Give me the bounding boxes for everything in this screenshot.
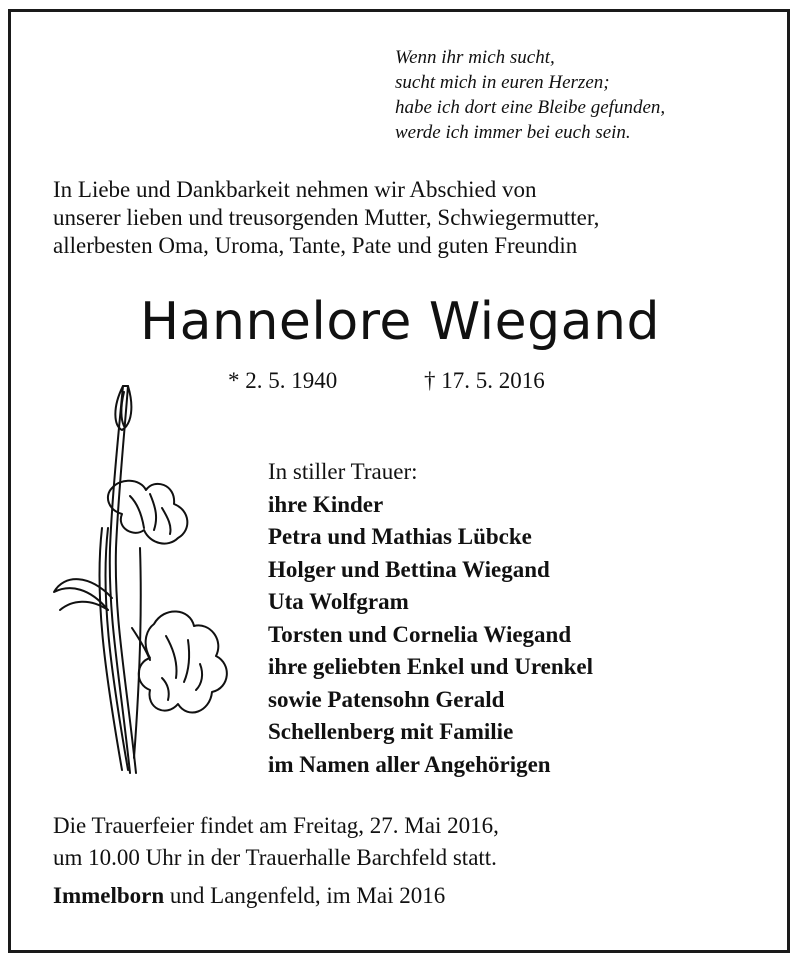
place-and-date [53, 883, 445, 909]
mourner-line: Petra und Mathias Lübcke [268, 524, 532, 549]
death-date: † 17. 5. 2016 [424, 368, 545, 393]
service-line: Die Trauerfeier findet am Freitag, 27. Mai 2016, [53, 813, 499, 838]
place-name: Immelborn [53, 883, 165, 908]
poem-line: Wenn ihr mich sucht, [395, 47, 555, 68]
intro-line: unserer lieben und treusorgenden Mutter, Schwiegermutter, [53, 205, 600, 230]
funeral-service-info [53, 810, 499, 874]
mourner-line: im Namen aller Angehörigen [268, 751, 551, 777]
place-rest: und Langenfeld, im Mai 2016 [164, 883, 446, 908]
poem-line: sucht mich in euren Herzen; [395, 72, 610, 93]
birth-date: * 2. 5. 1940 [228, 368, 338, 393]
mourner-line: Schellenberg mit Familie [268, 719, 514, 744]
mourners-list [268, 456, 593, 781]
deceased-name: Hannelore Wiegand [140, 292, 660, 352]
mourners-heading: In stiller Trauer: [268, 459, 418, 484]
mourner-line: Torsten und Cornelia Wiegand [268, 621, 572, 647]
mourner-line: ihre Kinder [268, 491, 384, 517]
iris-flower-illustration [50, 378, 240, 778]
service-line: um 10.00 Uhr in der Trauerhalle Barchfeld statt. [53, 845, 497, 870]
intro-text [53, 176, 599, 260]
mourner-line: sowie Patensohn Gerald [268, 686, 505, 712]
poem-line: habe ich dort eine Bleibe gefunden, [395, 97, 666, 118]
mourner-line: Holger und Bettina Wiegand [268, 556, 550, 582]
mourner-line: ihre geliebten Enkel und Urenkel [268, 654, 594, 679]
poem [395, 45, 665, 145]
poem-line: werde ich immer bei euch sein. [395, 122, 631, 143]
intro-line: allerbesten Oma, Uroma, Tante, Pate und guten Freundin [53, 233, 578, 258]
intro-line: In Liebe und Dankbarkeit nehmen wir Abschied von [53, 177, 537, 202]
mourner-line: Uta Wolfgram [268, 589, 409, 614]
